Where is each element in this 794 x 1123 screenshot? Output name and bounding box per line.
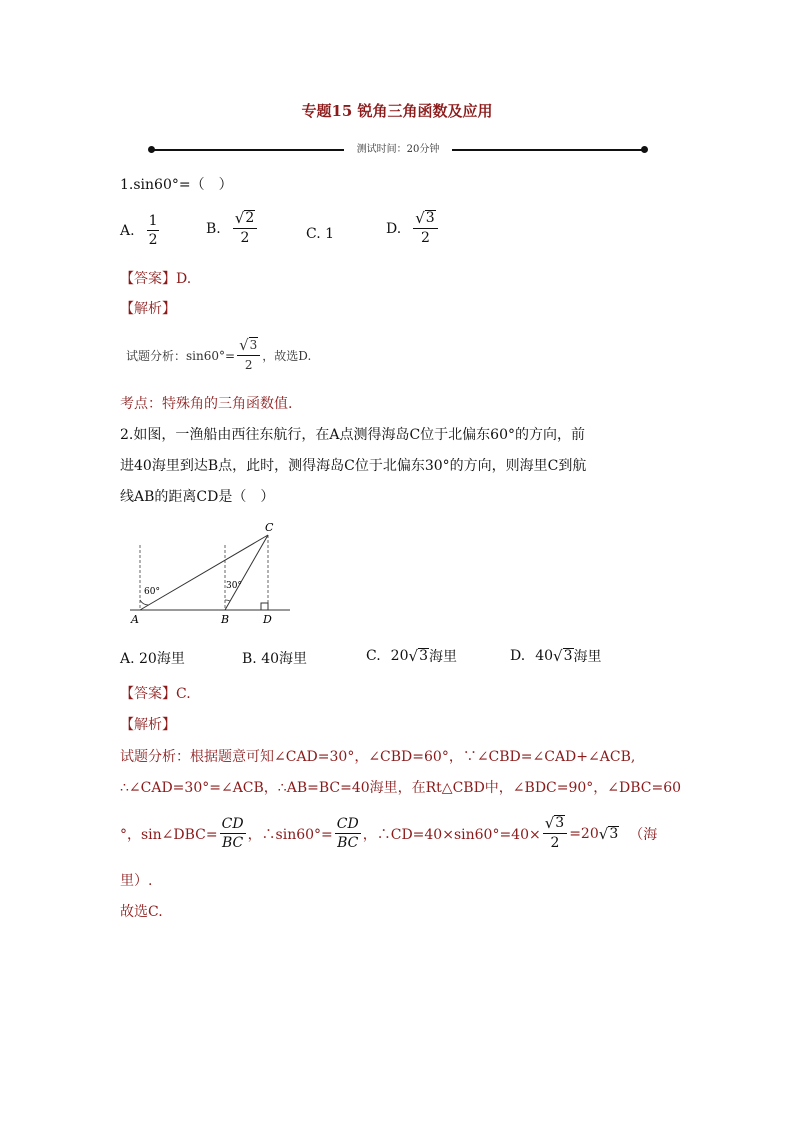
q1-answer xyxy=(120,268,191,290)
q2-option-d-coef: 40 xyxy=(535,648,554,664)
frac-den: BC xyxy=(337,835,359,851)
q2-stem-line3: 线AB的距离CD是（ ） xyxy=(120,489,275,505)
analysis-pre: 试题分析：sin60°= xyxy=(126,349,236,363)
q2-option-c xyxy=(366,646,457,666)
sqrt: √ 3 xyxy=(239,336,258,354)
frac-num: CD xyxy=(336,816,359,832)
sqrt: √ 3 xyxy=(415,209,435,227)
label-c: C xyxy=(265,521,274,534)
title-rule xyxy=(148,141,648,159)
answer-tag: 【答案】 xyxy=(120,271,176,287)
sqrt: √ 3 xyxy=(544,814,565,832)
label-d: D xyxy=(263,613,272,626)
label-b: B xyxy=(221,613,230,626)
q1-option-a xyxy=(120,212,161,249)
q1-option-b-frac xyxy=(233,210,257,247)
q2-analysis-line2: ∴∠CAD=30°=∠ACB，∴AB=BC=40海里，在Rt△CBD中，∠BDC=90°，∠DBC=60 xyxy=(120,780,682,796)
frac-den: BC xyxy=(221,835,244,851)
q1-option-a-frac xyxy=(147,212,160,249)
q2-option-d-unit: 海里 xyxy=(573,649,602,665)
q2-analysis-line5: 故选C. xyxy=(120,904,163,920)
q1-option-b-letter: B. xyxy=(206,220,221,237)
frac-num xyxy=(237,337,260,356)
frac-den: 2 xyxy=(148,232,158,248)
q2-answer xyxy=(120,683,191,705)
angle-arc-b xyxy=(225,600,230,601)
q2-option-a: A. 20海里 xyxy=(120,651,185,667)
frac-den: 2 xyxy=(244,358,253,372)
q2-option-b: B. 40海里 xyxy=(242,651,308,667)
sqrt: √ 3 xyxy=(553,647,573,665)
q1-option-a-letter: A. xyxy=(120,222,135,239)
line3-c: ，∴CD=40×sin60°=40× xyxy=(362,826,541,843)
sqrt: √ 2 xyxy=(234,209,255,227)
frac-num: CD xyxy=(221,816,244,832)
answer-tag: 【答案】 xyxy=(120,686,176,702)
q2-option-d xyxy=(510,646,602,666)
radicand: 3 xyxy=(563,648,573,664)
line-ac xyxy=(140,535,268,610)
radicand: 2 xyxy=(245,210,255,226)
line3-e: （海 xyxy=(629,826,658,843)
angle-arc-a xyxy=(140,600,149,605)
q2-stem-line2: 进40海里到达B点，此时，测得海岛C位于北偏东30°的方向，则海里C到航 xyxy=(120,458,587,474)
q2-analysis-line4: 里）. xyxy=(120,873,153,889)
radicand: 3 xyxy=(609,825,619,842)
q1-stem: 1.sin60°=（ ） xyxy=(120,177,233,193)
right-angle-mark xyxy=(261,603,268,610)
angle-b-label: 30° xyxy=(226,581,242,591)
frac-den: 2 xyxy=(420,230,430,246)
line3-frac-1 xyxy=(220,815,246,852)
q2-option-d-letter: D. xyxy=(510,648,526,664)
sqrt: √ 3 xyxy=(598,824,619,843)
answer-value: C. xyxy=(176,686,191,702)
line-bc xyxy=(225,535,268,610)
q2-analysis-line3 xyxy=(120,815,657,852)
frac-den: 2 xyxy=(550,835,560,851)
q1-option-b xyxy=(206,210,259,247)
line3-frac-3 xyxy=(543,815,567,852)
analysis-frac xyxy=(237,337,260,374)
q2-option-c-coef: 20 xyxy=(390,648,409,664)
q2-stem-line1: 2.如图，一渔船由西往东航行，在A点测得海岛C位于北偏东60°的方向，前 xyxy=(120,427,585,443)
radicand: 3 xyxy=(555,815,565,831)
q1-analysis-tag: 【解析】 xyxy=(120,301,176,317)
frac-num xyxy=(543,815,567,834)
q1-option-d-letter: D. xyxy=(386,220,402,237)
radicand: 3 xyxy=(419,648,428,664)
q2-option-c-unit: 海里 xyxy=(428,649,457,665)
q2-analysis-line1: 试题分析：根据题意可知∠CAD=30°，∠CBD=60°，∵∠CBD=∠CAD+∠ACB, xyxy=(120,749,636,765)
frac-num xyxy=(233,210,257,229)
angle-a-label: 60° xyxy=(144,587,160,597)
rule-left-line xyxy=(152,149,344,151)
rule-right-line xyxy=(452,149,644,151)
q2-analysis-tag: 【解析】 xyxy=(120,717,176,733)
q1-option-d-frac xyxy=(413,210,437,247)
q2-figure xyxy=(125,520,295,630)
line3-b: ，∴sin60°= xyxy=(247,826,333,843)
q1-analysis xyxy=(126,337,311,374)
answer-value: D. xyxy=(176,271,192,287)
line3-frac-2 xyxy=(335,815,361,852)
q1-option-d xyxy=(386,210,440,247)
label-a: A xyxy=(131,613,139,626)
test-time: 测试时间：20分钟 xyxy=(356,144,440,155)
frac-num xyxy=(413,210,437,229)
analysis-post: ，故选D. xyxy=(262,349,312,363)
q2-option-c-letter: C. xyxy=(366,648,381,664)
q1-kaodian: 考点：特殊角的三角函数值. xyxy=(120,396,293,412)
line3-d: =20 xyxy=(569,825,599,842)
radicand: 3 xyxy=(249,338,258,352)
rule-right-dot xyxy=(641,146,648,153)
page-title: 专题15 锐角三角函数及应用 xyxy=(301,102,493,120)
frac-num: 1 xyxy=(148,213,158,229)
q1-option-c: C. 1 xyxy=(306,226,335,242)
radicand: 3 xyxy=(425,210,435,226)
sqrt: √ 3 xyxy=(408,647,428,665)
frac-den: 2 xyxy=(240,230,250,246)
line3-a: °，sin∠DBC= xyxy=(120,826,218,843)
